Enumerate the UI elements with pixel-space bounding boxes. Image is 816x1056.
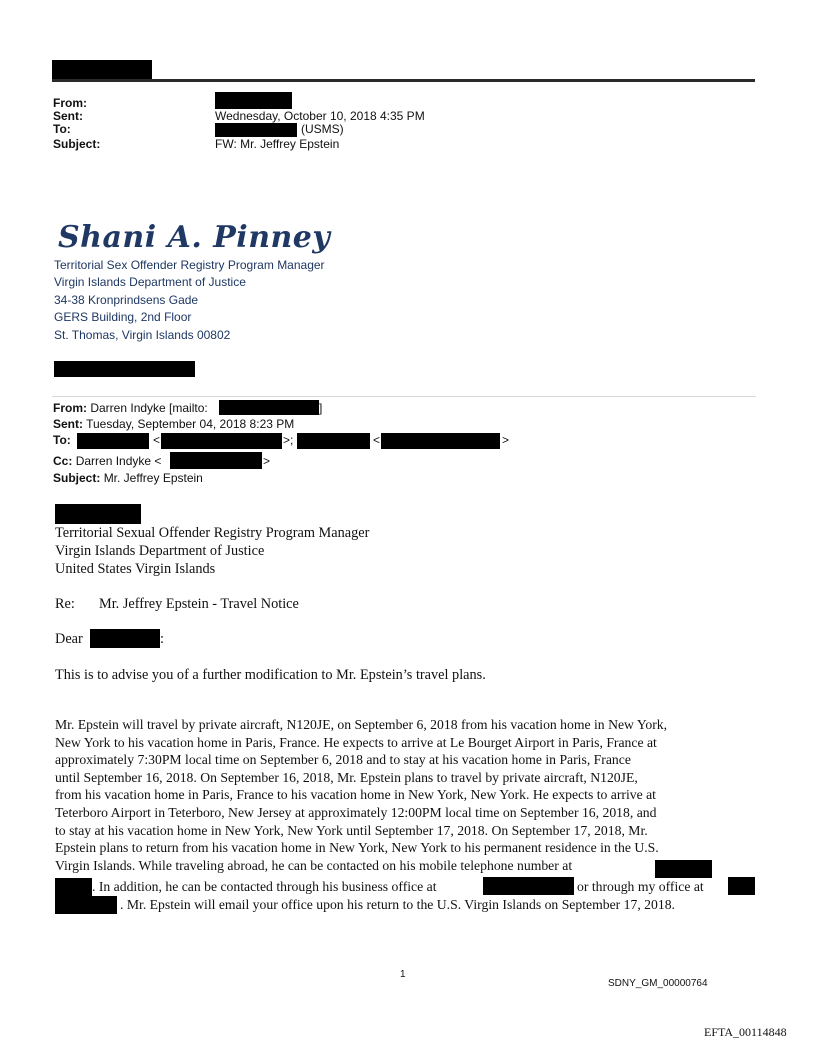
addressee-line: United States Virgin Islands (55, 561, 216, 577)
redaction-block (655, 860, 712, 878)
travel-paragraph (55, 716, 755, 874)
subject-label: Subject: (53, 137, 101, 151)
signature-name: Shani A. Pinney (58, 220, 331, 255)
addressee-line: Territorial Sexual Offender Registry Program Manager (55, 525, 370, 541)
paragraph-line: Virgin Islands. While traveling abroad, he can be contacted on his mobile telephone number at (55, 857, 573, 873)
redaction-block (55, 878, 92, 896)
paragraph-line: Epstein plans to return from his vacation home in New York, New York to his permanent residence in the U.S. (55, 840, 659, 856)
fwd-to-gt-1: >; (283, 433, 294, 447)
fwd-subject-line (53, 471, 203, 487)
to-label: To: (53, 122, 71, 136)
fwd-subject-label: Subject: (53, 471, 101, 485)
fwd-to-lt-2: < (373, 433, 381, 447)
redaction-block (483, 877, 574, 895)
document-id: SDNY_GM_00000764 (608, 978, 708, 989)
fwd-sent-line (53, 417, 294, 433)
redaction-block (728, 877, 755, 895)
salutation: Dear (55, 631, 83, 647)
re-value: Mr. Jeffrey Epstein - Travel Notice (99, 596, 299, 612)
fwd-cc-close: > (263, 454, 271, 468)
paragraph-line: until September 16, 2018. On September 16, 2018, Mr. Epstein plans to travel by private aircraft, N120JE, (55, 769, 638, 785)
page-number: 1 (400, 969, 406, 980)
redaction-block (161, 433, 282, 449)
sent-label: Sent: (53, 109, 83, 123)
salutation-colon: : (160, 631, 164, 647)
fwd-from-close: ] (319, 401, 323, 415)
fwd-from-label: From: (53, 401, 87, 415)
paragraph-line: New York to his vacation home in Paris, France. He expects to arrive at Le Bourget Airport in Paris, France at (55, 734, 657, 750)
paragraph-line: to stay at his vacation home in New York, New York until September 17, 2018. On September 17, 2018, Mr. (55, 822, 648, 838)
subject-value: FW: Mr. Jeffrey Epstein (215, 137, 340, 151)
redaction-block (215, 92, 292, 109)
signature-line: GERS Building, 2nd Floor (54, 310, 192, 325)
signature-line: Territorial Sex Offender Registry Program Manager (54, 258, 325, 272)
signature-block (54, 257, 325, 344)
redaction-block (297, 433, 370, 449)
paragraph-line: . In addition, he can be contacted through his business office at (92, 879, 437, 894)
redaction-block (52, 60, 152, 81)
fwd-cc-label: Cc: (53, 454, 73, 468)
fwd-to-lt-1: < (153, 433, 161, 447)
redaction-block (55, 896, 117, 914)
redaction-block (90, 629, 160, 648)
redaction-block (215, 123, 297, 137)
paragraph-line: from his vacation home in Paris, France to his vacation home in New York, New York. He expects to arrive at (55, 787, 656, 803)
addressee-line: Virgin Islands Department of Justice (55, 543, 265, 559)
from-label: From: (53, 96, 87, 110)
fwd-from-value: Darren Indyke [mailto: (90, 401, 208, 415)
paragraph-line: Teterboro Airport in Teterboro, New Jersey at approximately 12:00PM local time on September 16, 2018, and (55, 804, 657, 820)
divider (52, 396, 756, 397)
redaction-block (77, 433, 149, 449)
to-value: (USMS) (301, 122, 344, 136)
fwd-cc-line (53, 454, 161, 470)
sent-value: Wednesday, October 10, 2018 4:35 PM (215, 109, 425, 123)
redaction-block (54, 361, 195, 377)
redaction-block (219, 400, 319, 415)
intro-sentence: This is to advise you of a further modification to Mr. Epstein’s travel plans. (55, 667, 486, 683)
bates-number: EFTA_00114848 (704, 1025, 787, 1039)
addressee-block (55, 524, 369, 578)
paragraph-line: approximately 7:30PM local time on September 6, 2018 and to stay at his vacation home in Paris, France (55, 752, 631, 768)
paragraph-line: or through my office at (577, 879, 704, 894)
fwd-sent-value: Tuesday, September 04, 2018 8:23 PM (86, 417, 295, 431)
paragraph-line: Mr. Epstein will travel by private aircraft, N120JE, on September 6, 2018 from his vacation home in New York, (55, 717, 668, 732)
signature-line: 34-38 Kronprindsens Gade (54, 292, 199, 307)
fwd-from-line (53, 401, 208, 417)
fwd-to-label: To: (53, 433, 71, 447)
fwd-to-gt-2: > (502, 433, 510, 447)
fwd-sent-label: Sent: (53, 417, 83, 431)
redaction-block (55, 504, 141, 524)
fwd-subject-value: Mr. Jeffrey Epstein (103, 471, 203, 485)
redaction-block (170, 452, 262, 469)
signature-line: Virgin Islands Department of Justice (54, 275, 246, 290)
signature-line: St. Thomas, Virgin Islands 00802 (54, 327, 231, 342)
redaction-block (381, 433, 500, 449)
re-label: Re: (55, 596, 75, 612)
header-rule (52, 79, 755, 82)
fwd-cc-value: Darren Indyke < (75, 454, 162, 468)
paragraph-line: . Mr. Epstein will email your office upon his return to the U.S. Virgin Islands on September 17, 2018. (120, 897, 675, 912)
